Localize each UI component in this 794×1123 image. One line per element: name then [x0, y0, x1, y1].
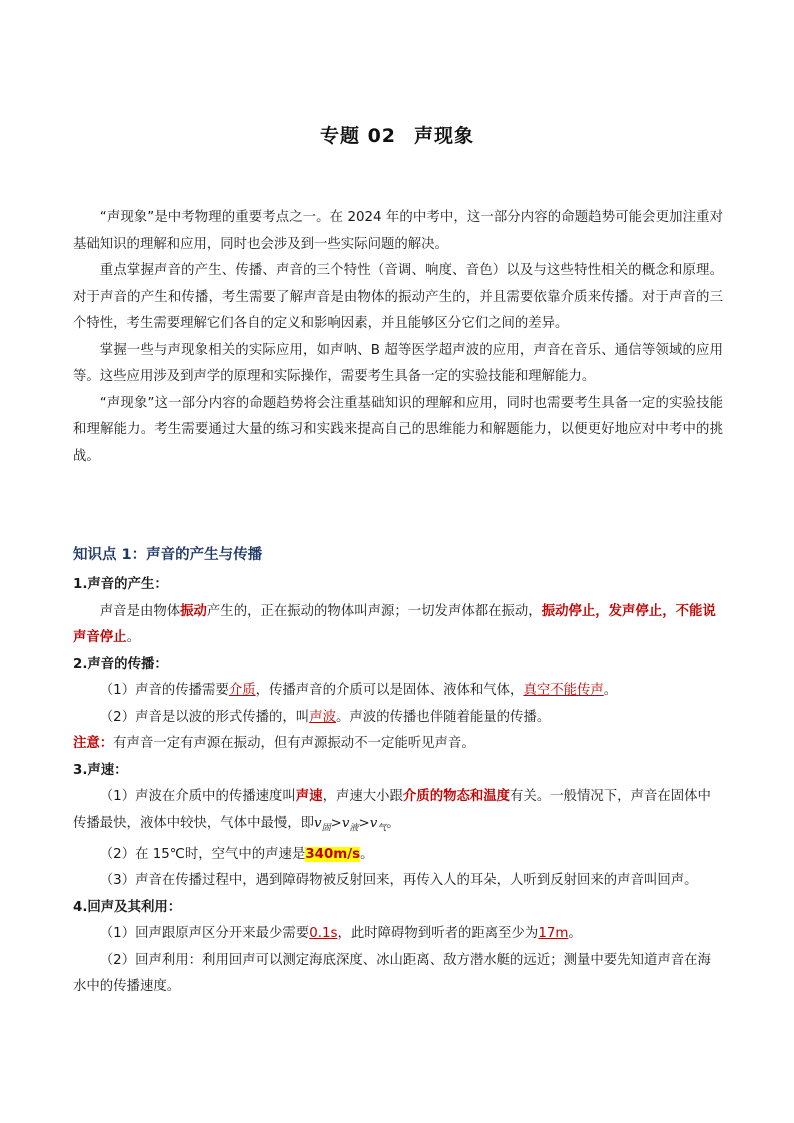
formula-operator: >	[330, 815, 342, 831]
text-run: 产生的，正在振动的物体叫声源；一切发声体都在振动，	[206, 603, 542, 619]
note-label: 注意：	[73, 736, 114, 751]
key-term: 振动停止，发声停止，不能说声音停止	[73, 603, 716, 645]
key-term: 介质的物态和温度	[402, 789, 511, 804]
section-heading-production: 1.声音的产生：	[73, 577, 168, 592]
text-run: ，传播声音的介质可以是固体、液体和气体，	[255, 683, 524, 698]
production-text	[73, 599, 723, 652]
text-run: 。	[603, 683, 618, 698]
key-term: 声速	[295, 789, 323, 804]
text-run: 。声波的传播也伴随着能量的传播。	[335, 709, 551, 725]
echo-item-2: （2）回声利用：利用回声可以测定海底深度、冰山距离、敌方潜水艇的远近；测量中要先知道声音在海水中的传播速度。	[73, 952, 711, 995]
key-term: 真空不能传声	[523, 683, 604, 698]
intro-paragraph: “声现象”是中考物理的重要考点之一。在 2024 年的中考中，这一部分内容的命题趋势可能会更加注重对基础知识的理解和应用，同时也会涉及到一些实际问题的解决。	[73, 210, 723, 252]
text-run: （1）声波在介质中的传播速度叫	[99, 789, 296, 804]
knowledge-body	[73, 572, 723, 1001]
text-run: （2）声音是以波的形式传播的，叫	[99, 709, 310, 725]
key-value: 17m	[538, 926, 569, 942]
key-term: 声波	[309, 709, 336, 725]
text-run: （1）回声跟原声区分开来最少需要	[99, 926, 310, 942]
formula-symbol: v	[341, 815, 350, 831]
text-run: 。	[360, 846, 374, 862]
highlighted-value: 340m/s	[305, 846, 361, 862]
title-topic: 声现象	[414, 125, 475, 147]
text-run: 声音是由物体	[99, 603, 181, 619]
text-run: 有关。一般情况下，声音在固体中传播最快，液体中较快，气体中最慢，即	[73, 789, 711, 831]
text-run: ，此时障碍物到听者的距离至少为	[337, 926, 539, 942]
formula-operator: >	[358, 815, 370, 831]
text-run: 。	[568, 926, 582, 942]
text-run: （1）声音的传播需要	[99, 683, 229, 698]
formula-subscript: 液	[349, 823, 359, 834]
knowledge-point-heading: 知识点 1：声音的产生与传播	[73, 547, 263, 563]
section-heading-speed: 3.声速：	[73, 762, 128, 778]
intro-paragraph: 重点掌握声音的产生、传播、声音的三个特性（音调、响度、音色）以及与这些特性相关的概念和原理。对于声音的产生和传播，考生需要了解声音是由物体的振动产生的，并且需要依靠介质来传播。对于声音的三个特性，考生需要理解它们各自的定义和影响因素，并且能够区分它们之间的差异。	[73, 263, 723, 331]
speed-item-1	[73, 784, 723, 842]
propagation-item-1	[73, 678, 723, 705]
note-text: 有声音一定有声源在振动，但有声源振动不一定能听见声音。	[113, 736, 475, 751]
formula-symbol: v	[369, 815, 378, 831]
intro-paragraph: “声现象”这一部分内容的命题趋势将会注重基础知识的理解和应用，同时也需要考生具备一定的实验技能和理解能力。考生需要通过大量的练习和实践来提高自己的思维能力和解题能力，以便更好地应对中考中的挑战。	[73, 395, 723, 464]
propagation-item-2	[73, 705, 723, 732]
speed-item-3: （3）声音在传播过程中，遇到障碍物被反射回来，再传入人的耳朵，人听到反射回来的声音叫回声。	[99, 873, 698, 889]
section-heading-propagation: 2.声音的传播：	[73, 656, 168, 672]
page-title	[0, 121, 794, 148]
text-run: （2）在 15℃时，空气中的声速是	[99, 846, 306, 862]
formula	[314, 815, 387, 834]
section-heading-echo: 4.回声及其利用：	[73, 899, 182, 915]
note-line	[73, 731, 723, 758]
text-run: 。	[386, 815, 400, 831]
intro-paragraph: 掌握一些与声现象相关的实际应用，如声呐、B 超等医学超声波的应用，声音在音乐、通信等领域的应用等。这些应用涉及到声学的原理和实际操作，需要考生具备一定的实验技能和理解能力。	[73, 342, 723, 384]
key-term: 振动	[180, 603, 207, 619]
text-run: ，声速大小跟	[322, 789, 403, 804]
speed-item-2	[73, 842, 723, 869]
formula-subscript: 气	[377, 823, 387, 834]
text-run: 。	[126, 630, 140, 645]
title-number: 专题 02	[319, 125, 397, 147]
intro-section	[73, 205, 723, 470]
echo-item-1	[73, 921, 723, 948]
key-value: 0.1s	[309, 926, 338, 942]
formula-symbol: v	[314, 815, 322, 831]
formula-subscript: 固	[321, 823, 331, 834]
key-term: 介质	[228, 683, 256, 698]
